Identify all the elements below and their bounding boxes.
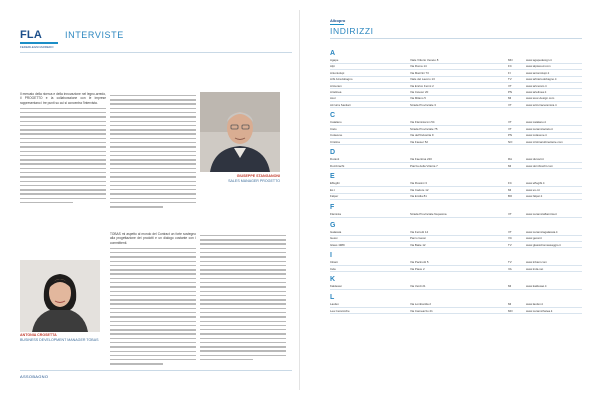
company-province: TV	[508, 260, 512, 265]
company-province: VT	[508, 102, 512, 107]
directory-entry	[330, 181, 582, 185]
company-province: FI	[508, 70, 511, 75]
row-divider	[330, 289, 582, 290]
page-footer: ASSOBAGNO	[20, 374, 49, 379]
company-name: Artelinea	[330, 89, 342, 94]
directory-entry	[330, 267, 582, 271]
company-website[interactable]: www.inbani.com	[526, 260, 547, 265]
company-name: Lea Ceramiche	[330, 308, 350, 313]
company-address: Via Baite 12	[410, 242, 426, 247]
company-name: Kaldewei	[330, 284, 342, 289]
company-province: FC	[508, 181, 512, 186]
header-divider	[330, 38, 582, 39]
article-lead-text: Il mercato della ricerca e della innovazione nel legno-arredo, il PROGETTO e la collaborazione con le imprese rappresentano i tre punti su cui si concentra l'intervista.	[20, 92, 106, 105]
company-address: Viale del Lavoro 13	[410, 77, 435, 82]
row-divider	[330, 168, 582, 169]
company-website[interactable]: www.ex-t.it	[526, 187, 540, 192]
company-name: Ex.t	[330, 187, 335, 192]
directory-entry	[330, 302, 582, 306]
company-website[interactable]: www.kaldewei.it	[526, 284, 547, 289]
directory-entry	[330, 127, 582, 131]
company-name: Dornbracht	[330, 163, 345, 168]
company-province: RA	[508, 157, 513, 162]
company-address: Via Rossini 3	[410, 181, 427, 186]
caption-name: ANTONIA CROSETTA	[20, 333, 57, 337]
directory-entry	[330, 58, 582, 62]
company-name: Galassia	[330, 229, 342, 234]
company-province: VC	[508, 236, 513, 241]
row-divider	[330, 313, 582, 314]
directory-entry	[330, 243, 582, 247]
company-website[interactable]: www.azzurraceramica.it	[526, 102, 557, 107]
company-province: MN	[508, 58, 513, 62]
company-name: Arbi Arredobagno	[330, 77, 353, 82]
company-website[interactable]: www.falper.it	[526, 194, 543, 199]
magazine-logo: Albopro	[330, 18, 346, 23]
footer-divider	[20, 370, 292, 371]
directory-entry	[330, 212, 582, 216]
row-divider	[330, 217, 582, 218]
company-address: Via Pacinotti 5	[410, 260, 429, 265]
company-name: Artceram	[330, 83, 342, 88]
company-name: Flaminia	[330, 212, 341, 216]
company-address: Via Cadore 12	[410, 187, 429, 192]
company-province: MI	[508, 96, 512, 101]
company-address: Via Milano 5	[410, 96, 426, 101]
logo-mark: FLA	[20, 29, 42, 41]
company-address: Via Piave 2	[410, 266, 425, 271]
row-divider	[330, 247, 582, 248]
company-province: VT	[508, 83, 512, 88]
company-address: Viale Vittorio Veneto 8	[410, 58, 439, 62]
company-website[interactable]: www.colavene.it	[526, 133, 547, 138]
company-name: Effegibi	[330, 181, 340, 186]
company-address: Strada Provinciale 75	[410, 126, 438, 131]
company-website[interactable]: www.artelinea.it	[526, 89, 547, 94]
company-website[interactable]: www.duravit.it	[526, 157, 544, 162]
company-website[interactable]: www.ceramicacielo.it	[526, 126, 553, 131]
left-page	[14, 10, 300, 390]
company-address: Parco Gessi	[410, 236, 426, 241]
logo-subtitle: FEDERLEGNOARREDO	[20, 45, 54, 49]
company-website[interactable]: www.cristinarubinetterie.com	[526, 139, 563, 144]
company-address: Piazza della Vittoria 7	[410, 163, 438, 168]
directory-entry	[330, 96, 582, 100]
company-address: Via Verdi 21	[410, 284, 426, 289]
directory-entry	[330, 64, 582, 68]
directory-letter-heading: I	[330, 252, 332, 260]
article-column-4	[200, 232, 286, 368]
directory-letter-heading: A	[330, 50, 336, 57]
company-province: TV	[508, 77, 512, 82]
directory-entry	[330, 284, 582, 288]
right-page	[306, 10, 590, 390]
company-province: TV	[508, 242, 512, 247]
address-directory	[330, 50, 582, 315]
company-name: Inbani	[330, 260, 338, 265]
directory-entry	[330, 77, 582, 81]
company-province: MI	[508, 187, 512, 192]
directory-entry	[330, 188, 582, 192]
company-province: MO	[508, 308, 513, 313]
company-province: VT	[508, 126, 512, 131]
company-name: Alpi	[330, 64, 335, 69]
directory-letter-heading: L	[330, 294, 335, 302]
row-divider	[330, 199, 582, 200]
company-province: VT	[508, 120, 512, 125]
company-province: PN	[508, 133, 513, 138]
company-website[interactable]: www.alpiwood.com	[526, 64, 551, 69]
company-province: MI	[508, 163, 512, 168]
directory-entry	[330, 236, 582, 240]
directory-entry	[330, 230, 582, 234]
directory-letter-heading: D	[330, 149, 336, 157]
company-address: Via Fauser 52	[410, 139, 428, 144]
company-website[interactable]: www.catalano.it	[526, 120, 547, 125]
company-province: NO	[508, 139, 513, 144]
company-name: Azzurra Sanitari	[330, 102, 351, 107]
logo-underline	[20, 42, 58, 44]
caption-name: GIUSEPPE STANGANONI	[236, 174, 280, 178]
caption-role: SALES MANAGER PROGETTO	[228, 179, 280, 183]
company-name: Cristina	[330, 139, 340, 144]
directory-entry	[330, 71, 582, 75]
company-website[interactable]: www.inda.net	[526, 266, 544, 271]
directory-entry	[330, 309, 582, 313]
directory-entry	[330, 103, 582, 107]
section-title: INTERVISTE	[65, 30, 124, 40]
company-website[interactable]: www.glassidromassaggio.it	[526, 242, 561, 247]
row-divider	[330, 107, 582, 108]
publisher-logo	[20, 28, 58, 50]
company-website[interactable]: www.agapedesign.it	[526, 58, 552, 62]
directory-letter-heading: F	[330, 204, 335, 211]
company-address: Via dell'Industria 9	[410, 133, 434, 138]
company-province: VT	[508, 229, 512, 234]
company-address: Via Emilia 81	[410, 194, 427, 199]
company-address: Via Cameazzo 21	[410, 308, 433, 313]
company-address: Via Mazzini 73	[410, 70, 429, 75]
row-divider	[330, 144, 582, 145]
company-address: Via Faentina 220	[410, 157, 432, 162]
directory-entry	[330, 140, 582, 144]
company-name: Colavene	[330, 133, 343, 138]
directory-letter-heading: C	[330, 112, 336, 120]
article-column-1	[20, 92, 106, 210]
company-name: Cielo	[330, 126, 337, 131]
directory-entry	[330, 120, 582, 124]
header-divider	[20, 52, 292, 53]
company-province: VT	[508, 212, 512, 216]
company-name: Gessi	[330, 236, 338, 241]
company-address: Via Ferretti 14	[410, 229, 429, 234]
company-name: Glass 1989	[330, 242, 345, 247]
company-name: Inda	[330, 266, 336, 271]
directory-entry	[330, 133, 582, 137]
directory-letter-heading: K	[330, 276, 336, 284]
company-address: Strada Provinciale 3	[410, 102, 436, 107]
company-website[interactable]: www.ceramichelea.it	[526, 308, 553, 313]
company-province: BO	[508, 194, 513, 199]
company-website[interactable]: www.ceramicagalassia.it	[526, 229, 558, 234]
company-name: Duravit	[330, 157, 340, 162]
company-name: Antoniolupi	[330, 70, 345, 75]
company-province: VA	[508, 266, 512, 271]
company-address: Via Cavour 20	[410, 89, 429, 94]
company-website[interactable]: www.arbiarredobagno.it	[526, 77, 557, 82]
company-website[interactable]: www.axor-design.com	[526, 96, 555, 101]
company-address: Via Roma 14	[410, 64, 427, 69]
directory-entry	[330, 84, 582, 88]
company-website[interactable]: www.effegibi.it	[526, 181, 545, 186]
company-province: MI	[508, 302, 512, 307]
interview-answer-text: TOBAS mi aspetto al mondo del Contract un forte sostegno alla progettazione dei prodotti e un dialogo costante con i committenti.	[110, 232, 196, 245]
company-website[interactable]: www.ceramicaflaminia.it	[526, 212, 557, 216]
directory-letter-heading: G	[330, 221, 336, 229]
company-address: Via Flaminia km 54	[410, 120, 435, 125]
portrait-photo-woman	[20, 260, 100, 332]
company-name: Agape	[330, 58, 339, 62]
portrait-photo-man	[200, 92, 280, 172]
company-province: FC	[508, 64, 512, 69]
photo-caption-1	[200, 174, 280, 184]
directory-letter-heading: E	[330, 173, 335, 181]
company-name: Falper	[330, 194, 339, 199]
photo-caption-2	[20, 333, 100, 343]
article-column-3	[110, 232, 196, 368]
company-website[interactable]: www.antoniolupi.it	[526, 70, 550, 75]
directory-entry	[330, 164, 582, 168]
directory-entry	[330, 194, 582, 198]
company-name: Catalano	[330, 120, 342, 125]
caption-role: BUSINESS DEVELOPMENT MANAGER TOBAS	[20, 338, 99, 342]
directory-entry	[330, 157, 582, 161]
logo-underline	[330, 24, 344, 25]
company-website[interactable]: www.laufen.it	[526, 302, 544, 307]
company-province: MI	[508, 284, 512, 289]
company-address: Strada Provinciale Nepesina	[410, 212, 447, 216]
company-website[interactable]: www.dornbracht.com	[526, 163, 553, 168]
directory-entry	[330, 260, 582, 264]
company-address: Via Lombardia 2	[410, 302, 431, 307]
company-name: Laufen	[330, 302, 339, 307]
company-website[interactable]: www.artceram.it	[526, 83, 547, 88]
company-province: PN	[508, 89, 513, 94]
company-address: Via Enrico Fermi 2	[410, 83, 434, 88]
row-divider	[330, 271, 582, 272]
article-column-2	[110, 92, 196, 210]
directory-entry	[330, 90, 582, 94]
page-title: INDIRIZZI	[330, 26, 374, 36]
company-name: Axor	[330, 96, 336, 101]
company-website[interactable]: www.gessi.it	[526, 236, 542, 241]
